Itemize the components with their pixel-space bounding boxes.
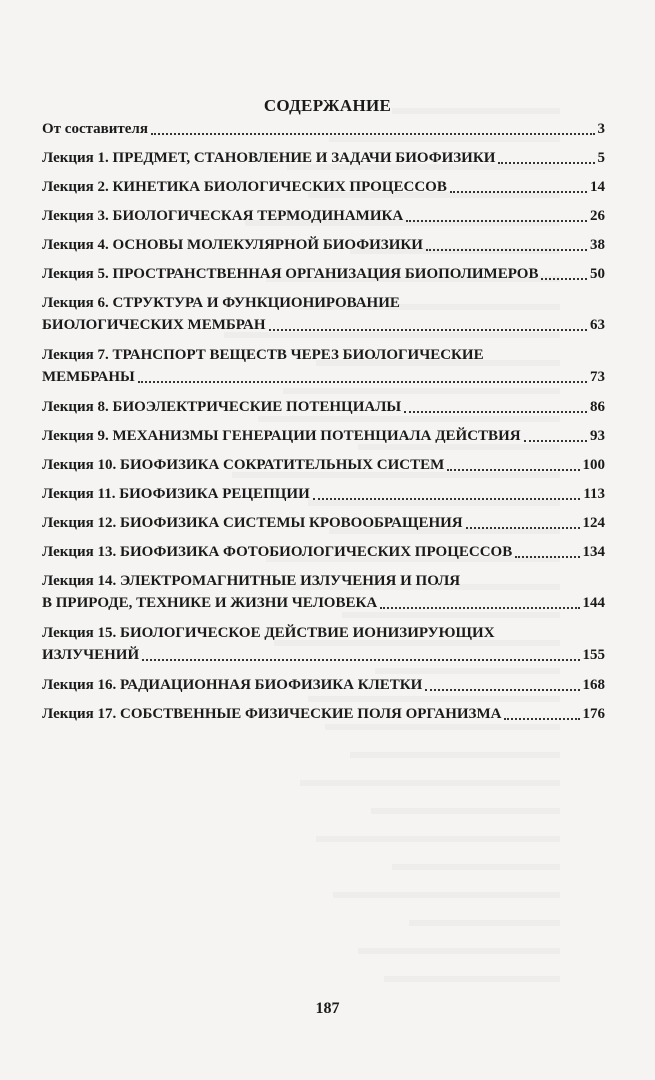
toc-entry-title: Лекция 12. БИОФИЗИКА СИСТЕМЫ КРОВООБРАЩЕНИЯ — [42, 515, 463, 531]
toc-entry-page: 50 — [590, 266, 605, 282]
dot-leader — [466, 527, 580, 529]
toc-entry-page: 26 — [590, 208, 605, 224]
toc-entry-title: Лекция 8. БИОЭЛЕКТРИЧЕСКИЕ ПОТЕНЦИАЛЫ — [42, 399, 402, 415]
toc-entry-title-line2: В ПРИРОДЕ, ТЕХНИКЕ И ЖИЗНИ ЧЕЛОВЕКА — [42, 595, 378, 611]
toc-entry-title: От составителя — [42, 121, 148, 137]
toc-entry-page: 124 — [582, 515, 605, 531]
toc-entry — [42, 234, 605, 256]
toc-entry-page: 5 — [597, 150, 605, 166]
toc-entry-page: 93 — [590, 428, 605, 444]
dot-leader — [151, 133, 595, 135]
dot-leader — [498, 162, 594, 164]
toc-entry-title: Лекция 3. БИОЛОГИЧЕСКАЯ ТЕРМОДИНАМИКА — [42, 208, 404, 224]
toc-entry-page: 144 — [582, 595, 605, 611]
toc-entry-title: Лекция 5. ПРОСТРАНСТВЕННАЯ ОРГАНИЗАЦИЯ БИОПОЛИМЕРОВ — [42, 266, 539, 282]
toc-entry-page: 168 — [582, 677, 605, 693]
toc-entry-title: Лекция 9. МЕХАНИЗМЫ ГЕНЕРАЦИИ ПОТЕНЦИАЛА ДЕЙСТВИЯ — [42, 428, 521, 444]
toc-entry-page: 176 — [582, 706, 605, 722]
dot-leader — [541, 278, 587, 280]
toc-entry — [42, 263, 605, 285]
toc-entry — [42, 118, 605, 140]
dot-leader — [504, 718, 579, 720]
toc-entry-title: Лекция 1. ПРЕДМЕТ, СТАНОВЛЕНИЕ И ЗАДАЧИ БИОФИЗИКИ — [42, 150, 496, 166]
toc-entry-title: Лекция 2. КИНЕТИКА БИОЛОГИЧЕСКИХ ПРОЦЕССОВ — [42, 179, 447, 195]
toc-entry-title: Лекция 17. СОБСТВЕННЫЕ ФИЗИЧЕСКИЕ ПОЛЯ ОРГАНИЗМА — [42, 706, 502, 722]
toc-entry — [42, 396, 605, 418]
toc-title: СОДЕРЖАНИЕ — [263, 96, 392, 115]
dot-leader — [406, 220, 587, 222]
table-of-contents — [42, 118, 605, 732]
toc-entry-title-line2: БИОЛОГИЧЕСКИХ МЕМБРАН — [42, 317, 266, 333]
dot-leader — [380, 607, 579, 609]
toc-entry-title-line2: ИЗЛУЧЕНИЙ — [42, 647, 140, 663]
dot-leader — [524, 440, 587, 442]
toc-entry-title-line1: Лекция 15. БИОЛОГИЧЕСКОЕ ДЕЙСТВИЕ ИОНИЗИРУЮЩИХ — [42, 625, 495, 641]
toc-entry — [42, 292, 605, 336]
toc-entry-title: Лекция 4. ОСНОВЫ МОЛЕКУЛЯРНОЙ БИОФИЗИКИ — [42, 237, 423, 253]
dot-leader — [426, 249, 587, 251]
toc-entry — [42, 454, 605, 476]
toc-entry-title: Лекция 11. БИОФИЗИКА РЕЦЕПЦИИ — [42, 486, 310, 502]
toc-entry-title-line2: МЕМБРАНЫ — [42, 369, 135, 385]
toc-entry — [42, 205, 605, 227]
toc-entry — [42, 622, 605, 666]
toc-entry-page: 14 — [590, 179, 605, 195]
toc-entry-title: Лекция 16. РАДИАЦИОННАЯ БИОФИЗИКА КЛЕТКИ — [42, 677, 423, 693]
toc-entry-title-line1: Лекция 6. СТРУКТУРА И ФУНКЦИОНИРОВАНИЕ — [42, 295, 400, 311]
toc-entry-page: 134 — [582, 544, 605, 560]
toc-entry — [42, 176, 605, 198]
dot-leader — [138, 381, 587, 383]
toc-entry-page: 113 — [583, 486, 605, 502]
toc-entry-page: 38 — [590, 237, 605, 253]
toc-entry — [42, 344, 605, 388]
page-number: 187 — [315, 1000, 340, 1017]
toc-entry-page: 100 — [582, 457, 605, 473]
toc-entry-page: 63 — [590, 317, 605, 333]
toc-entry-title: Лекция 13. БИОФИЗИКА ФОТОБИОЛОГИЧЕСКИХ ПРОЦЕССОВ — [42, 544, 513, 560]
dot-leader — [515, 556, 579, 558]
toc-entry-page: 155 — [582, 647, 605, 663]
toc-entry-title-line1: Лекция 7. ТРАНСПОРТ ВЕЩЕСТВ ЧЕРЕЗ БИОЛОГИЧЕСКИЕ — [42, 347, 484, 363]
dot-leader — [269, 329, 587, 331]
dot-leader — [404, 411, 587, 413]
toc-entry — [42, 570, 605, 614]
dot-leader — [142, 659, 579, 661]
toc-entry — [42, 703, 605, 725]
toc-entry — [42, 674, 605, 696]
dot-leader — [313, 498, 581, 500]
toc-entry-page: 73 — [590, 369, 605, 385]
toc-entry — [42, 541, 605, 563]
dot-leader — [425, 689, 579, 691]
dot-leader — [447, 469, 579, 471]
toc-entry — [42, 512, 605, 534]
toc-entry — [42, 425, 605, 447]
toc-entry — [42, 483, 605, 505]
toc-entry — [42, 147, 605, 169]
toc-entry-page: 86 — [590, 399, 605, 415]
toc-entry-page: 3 — [597, 121, 605, 137]
toc-entry-title: Лекция 10. БИОФИЗИКА СОКРАТИТЕЛЬНЫХ СИСТЕМ — [42, 457, 445, 473]
toc-entry-title-line1: Лекция 14. ЭЛЕКТРОМАГНИТНЫЕ ИЗЛУЧЕНИЯ И ПОЛЯ — [42, 573, 461, 589]
dot-leader — [450, 191, 587, 193]
